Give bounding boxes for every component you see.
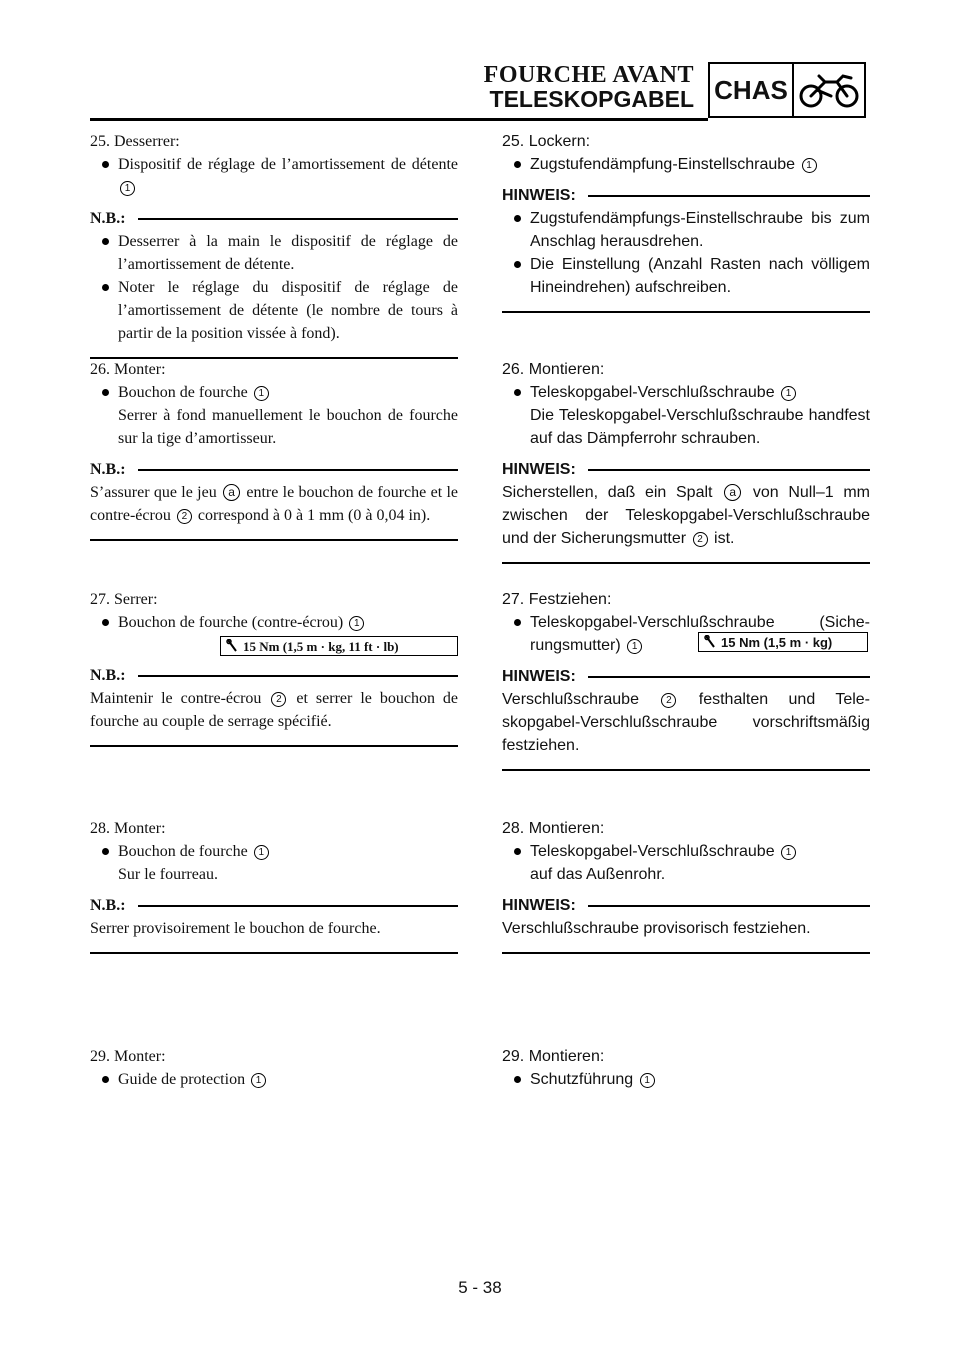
step-item: Zugstufendämpfung-Einstellschraube 1 xyxy=(502,153,870,176)
bullet-icon xyxy=(514,1076,521,1083)
note-bullet: Die Einstellung (Anzahl Rasten nach völligem Hineindrehen) aufschreiben. xyxy=(502,253,870,299)
bullet-icon xyxy=(102,238,109,245)
wrench-icon xyxy=(221,639,243,653)
note-heading: N.B.: xyxy=(90,664,458,687)
note-text: Verschlußschraube 2 festhalten und Teleskopgabel-Verschlußschraube vorschriftsmäßig festziehen. xyxy=(502,691,870,754)
step-item: Guide de protection 1 xyxy=(90,1068,458,1091)
step-item: Teleskopgabel-Verschlußschraube (Sicherungsmutter) 1 xyxy=(502,611,870,657)
note-end-rule xyxy=(502,311,870,313)
step-title: 28. Monter: xyxy=(90,820,166,837)
bullet-icon xyxy=(514,161,521,168)
note-heading: N.B.: xyxy=(90,207,458,230)
callout-marker: 1 xyxy=(627,639,642,654)
note-end-rule xyxy=(502,952,870,954)
callout-marker: 1 xyxy=(640,1073,655,1088)
callout-marker: 1 xyxy=(120,181,135,196)
de-step-29 xyxy=(502,1045,870,1091)
step-title: 26. Montieren: xyxy=(502,361,605,378)
title-german: TELESKOPGABEL xyxy=(489,86,694,112)
note-end-rule xyxy=(90,952,458,954)
callout-marker: 1 xyxy=(254,845,269,860)
note-heading: HINWEIS: xyxy=(502,665,870,688)
callout-marker: 1 xyxy=(781,845,796,860)
step-title: 29. Montieren: xyxy=(502,1048,605,1065)
step-detail: auf das Außenrohr. xyxy=(530,866,666,883)
callout-marker: 2 xyxy=(693,532,708,547)
note-end-rule xyxy=(90,745,458,747)
callout-marker: 1 xyxy=(251,1073,266,1088)
note-heading: HINWEIS: xyxy=(502,894,870,917)
bullet-icon xyxy=(102,1076,109,1083)
bullet-icon xyxy=(514,389,521,396)
callout-marker: 2 xyxy=(177,509,192,524)
note-text: Maintenir le contre-écrou 2 et serrer le bouchon de fourche au couple de serrage spécifié. xyxy=(90,690,459,730)
callout-marker: a xyxy=(223,484,240,501)
fr-step-26 xyxy=(90,358,458,541)
fr-step-27 xyxy=(90,588,458,747)
step-detail: Sur le fourreau. xyxy=(118,866,218,883)
bullet-icon xyxy=(102,619,109,626)
wrench-icon xyxy=(699,635,721,649)
note-end-rule xyxy=(502,769,870,771)
bullet-icon xyxy=(514,619,521,626)
callout-marker: 1 xyxy=(802,158,817,173)
page-number: 5 - 38 xyxy=(458,1278,502,1297)
fr-step-29 xyxy=(90,1045,458,1091)
step-item: Dispositif de réglage de l’amortissement de détente 1 xyxy=(90,153,458,199)
note-end-rule xyxy=(502,562,870,564)
section-label: CHAS xyxy=(710,64,794,116)
step-detail: Die Teleskopgabel-Verschlußschraube handfest auf das Dämpferrohr schrauben. xyxy=(530,407,870,447)
note-bullet: Desserrer à la main le dispositif de réglage de l’amortissement de détente. xyxy=(90,230,458,276)
note-heading: N.B.: xyxy=(90,458,458,481)
de-step-28 xyxy=(502,817,870,954)
step-title: 27. Festziehen: xyxy=(502,591,612,608)
note-text: Verschlußschraube provisorisch festziehen. xyxy=(502,920,811,937)
de-step-26 xyxy=(502,358,870,564)
torque-spec: 15 Nm (1,5 m · kg) xyxy=(698,632,868,652)
note-heading: N.B.: xyxy=(90,894,458,917)
step-item: Teleskopgabel-Verschlußschraube 1 xyxy=(502,381,870,404)
callout-marker: 1 xyxy=(349,616,364,631)
note-bullet: Zugstufendämpfungs-Einstellschraube bis zum Anschlag herausdrehen. xyxy=(502,207,870,253)
step-item: Schutzführung 1 xyxy=(502,1068,870,1091)
note-text: Serrer provisoirement le bouchon de fourche. xyxy=(90,920,381,937)
torque-spec: 15 Nm (1,5 m · kg, 11 ft · lb) xyxy=(220,636,458,656)
step-item: Bouchon de fourche (contre-écrou) 1 xyxy=(90,611,458,634)
bullet-icon xyxy=(102,161,109,168)
step-title: 26. Monter: xyxy=(90,361,166,378)
title-french: FOURCHE AVANT xyxy=(483,62,694,88)
bullet-icon xyxy=(102,284,109,291)
de-step-27 xyxy=(502,588,870,771)
note-end-rule xyxy=(90,539,458,541)
bullet-icon xyxy=(102,848,109,855)
note-heading: HINWEIS: xyxy=(502,184,870,207)
step-item: Bouchon de fourche 1 xyxy=(90,381,458,404)
step-item: Bouchon de fourche 1 xyxy=(90,840,458,863)
fr-step-28 xyxy=(90,817,458,954)
bullet-icon xyxy=(102,389,109,396)
step-title: 25. Desserrer: xyxy=(90,133,180,150)
callout-marker: 1 xyxy=(781,386,796,401)
step-title: 29. Monter: xyxy=(90,1048,166,1065)
step-title: 25. Lockern: xyxy=(502,133,591,150)
bullet-icon xyxy=(514,261,521,268)
bullet-icon xyxy=(514,215,521,222)
de-step-25 xyxy=(502,130,870,313)
bullet-icon xyxy=(514,848,521,855)
step-title: 28. Montieren: xyxy=(502,820,605,837)
note-heading: HINWEIS: xyxy=(502,458,870,481)
section-badge xyxy=(708,62,866,118)
callout-marker: a xyxy=(724,484,741,501)
step-item: Teleskopgabel-Verschlußschraube 1 xyxy=(502,840,870,863)
callout-marker: 2 xyxy=(271,692,286,707)
step-title: 27. Serrer: xyxy=(90,591,158,608)
step-detail: Serrer à fond manuellement le bouchon de fourche sur la tige d’amortisseur. xyxy=(118,407,458,447)
fr-step-25 xyxy=(90,130,458,359)
callout-marker: 2 xyxy=(661,693,676,708)
note-text: Sicherstellen, daß ein Spalt a von Null–1 mm zwischen der Teleskopgabel-Verschlußschraube und der Sicherungsmutter 2 ist. xyxy=(502,484,871,547)
header-rule xyxy=(90,118,708,121)
note-bullet: Noter le réglage du dispositif de réglage de l’amortissement de détente (le nombre de tours à partir de la position vissée à fond). xyxy=(90,276,458,345)
note-text: S’assurer que le jeu a entre le bouchon de fourche et le contre-écrou 2 correspond à 0 à 1 mm (0 à 0,04 in). xyxy=(90,484,459,524)
motorcycle-icon xyxy=(794,64,864,116)
callout-marker: 1 xyxy=(254,386,269,401)
